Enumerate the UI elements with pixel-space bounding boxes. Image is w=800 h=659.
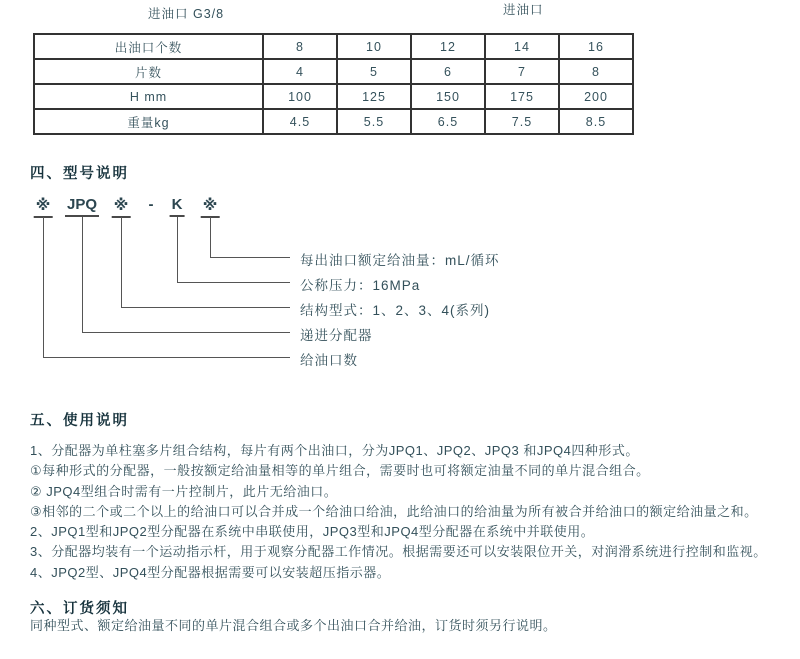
cell: 5 [337, 59, 411, 84]
row-label-outlet-count: 出油口个数 [34, 34, 263, 59]
callout-progressive-distributor: 递进分配器 [300, 328, 373, 343]
cell: 12 [411, 34, 485, 59]
cell: 6.5 [411, 109, 485, 134]
model-code-part: ※ [201, 196, 220, 218]
callout-leader-line [177, 282, 290, 283]
model-code-part: ※ [112, 196, 131, 218]
ordering-note-line: 同种型式、额定给油量不同的单片混合组合或多个出油口合并给油，订货时须另行说明。 [30, 618, 557, 633]
row-label-weight: 重量kg [34, 109, 263, 134]
inlet-port-label-left: 进油口 G3/8 [148, 7, 225, 21]
callout-rated-oil-volume: 每出油口额定给油量：mL/循环 [300, 253, 500, 268]
callout-leader-line [82, 217, 83, 332]
usage-line: 3、分配器均装有一个运动指示杆，用于观察分配器工作情况。根据需要还可以安装限位开关，对润滑系统进行控制和监视。 [30, 544, 767, 560]
section-heading-ordering: 六、订货须知 [30, 601, 129, 617]
usage-line: 1、分配器为单柱塞多片组合结构，每片有两个出油口，分为JPQ1、JPQ2、JPQ3 和JPQ4四种形式。 [30, 443, 639, 458]
callout-leader-line [210, 257, 290, 258]
usage-instructions [30, 441, 790, 583]
table-row [34, 84, 633, 109]
callout-leader-line [43, 357, 290, 358]
usage-line: ①每种形式的分配器，一般按额定给油量相等的单片组合，需要时也可将额定油量不同的单片混合组合。 [30, 463, 650, 479]
cell: 200 [559, 84, 633, 109]
cell: 175 [485, 84, 559, 109]
cell: 150 [411, 84, 485, 109]
table-row [34, 34, 633, 59]
model-code-part: ※ [34, 196, 53, 218]
row-label-piece-count: 片数 [34, 59, 263, 84]
cell: 4.5 [263, 109, 337, 134]
cell: 7 [485, 59, 559, 84]
inlet-port-label-right: 进油口 [503, 3, 544, 17]
callout-oil-port-count: 给油口数 [300, 353, 358, 368]
section-heading-usage: 五、使用说明 [30, 413, 129, 429]
callout-leader-line [210, 217, 211, 257]
callout-leader-line [177, 217, 178, 282]
usage-line: 2、JPQ1型和JPQ2型分配器在系统中串联使用，JPQ3型和JPQ4型分配器在系统中并联使用。 [30, 524, 595, 540]
cell: 100 [263, 84, 337, 109]
cell: 8.5 [559, 109, 633, 134]
cell: 16 [559, 34, 633, 59]
usage-line: 4、JPQ2型、JPQ4型分配器根据需要可以安装超压指示器。 [30, 564, 391, 580]
usage-line: ② JPQ4型组合时需有一片控制片，此片无给油口。 [30, 483, 338, 499]
ordering-note [30, 616, 790, 636]
cell: 8 [263, 34, 337, 59]
cell: 4 [263, 59, 337, 84]
model-code-part: JPQ [65, 196, 99, 217]
callout-leader-line [121, 307, 290, 308]
cell: 7.5 [485, 109, 559, 134]
model-code-dash: - [148, 196, 154, 213]
cell: 10 [337, 34, 411, 59]
spec-table [33, 33, 634, 135]
cell: 14 [485, 34, 559, 59]
callout-nominal-pressure: 公称压力：16MPa [300, 278, 421, 293]
cell: 5.5 [337, 109, 411, 134]
section-heading-model: 四、型号说明 [30, 166, 129, 182]
callout-structure-type: 结构型式：1、2、3、4(系列) [300, 303, 491, 318]
row-label-height: H mm [34, 84, 263, 109]
table-row [34, 109, 633, 134]
callout-leader-line [121, 217, 122, 307]
usage-line: ③相邻的二个或二个以上的给油口可以合并成一个给油口给油，此给油口的给油量为所有被合并给油口的额定给油量之和。 [30, 503, 758, 519]
cell: 8 [559, 59, 633, 84]
table-row [34, 59, 633, 84]
callout-leader-line [82, 332, 290, 333]
model-code-part: K [170, 196, 185, 217]
cell: 125 [337, 84, 411, 109]
cell: 6 [411, 59, 485, 84]
callout-leader-line [43, 217, 44, 357]
